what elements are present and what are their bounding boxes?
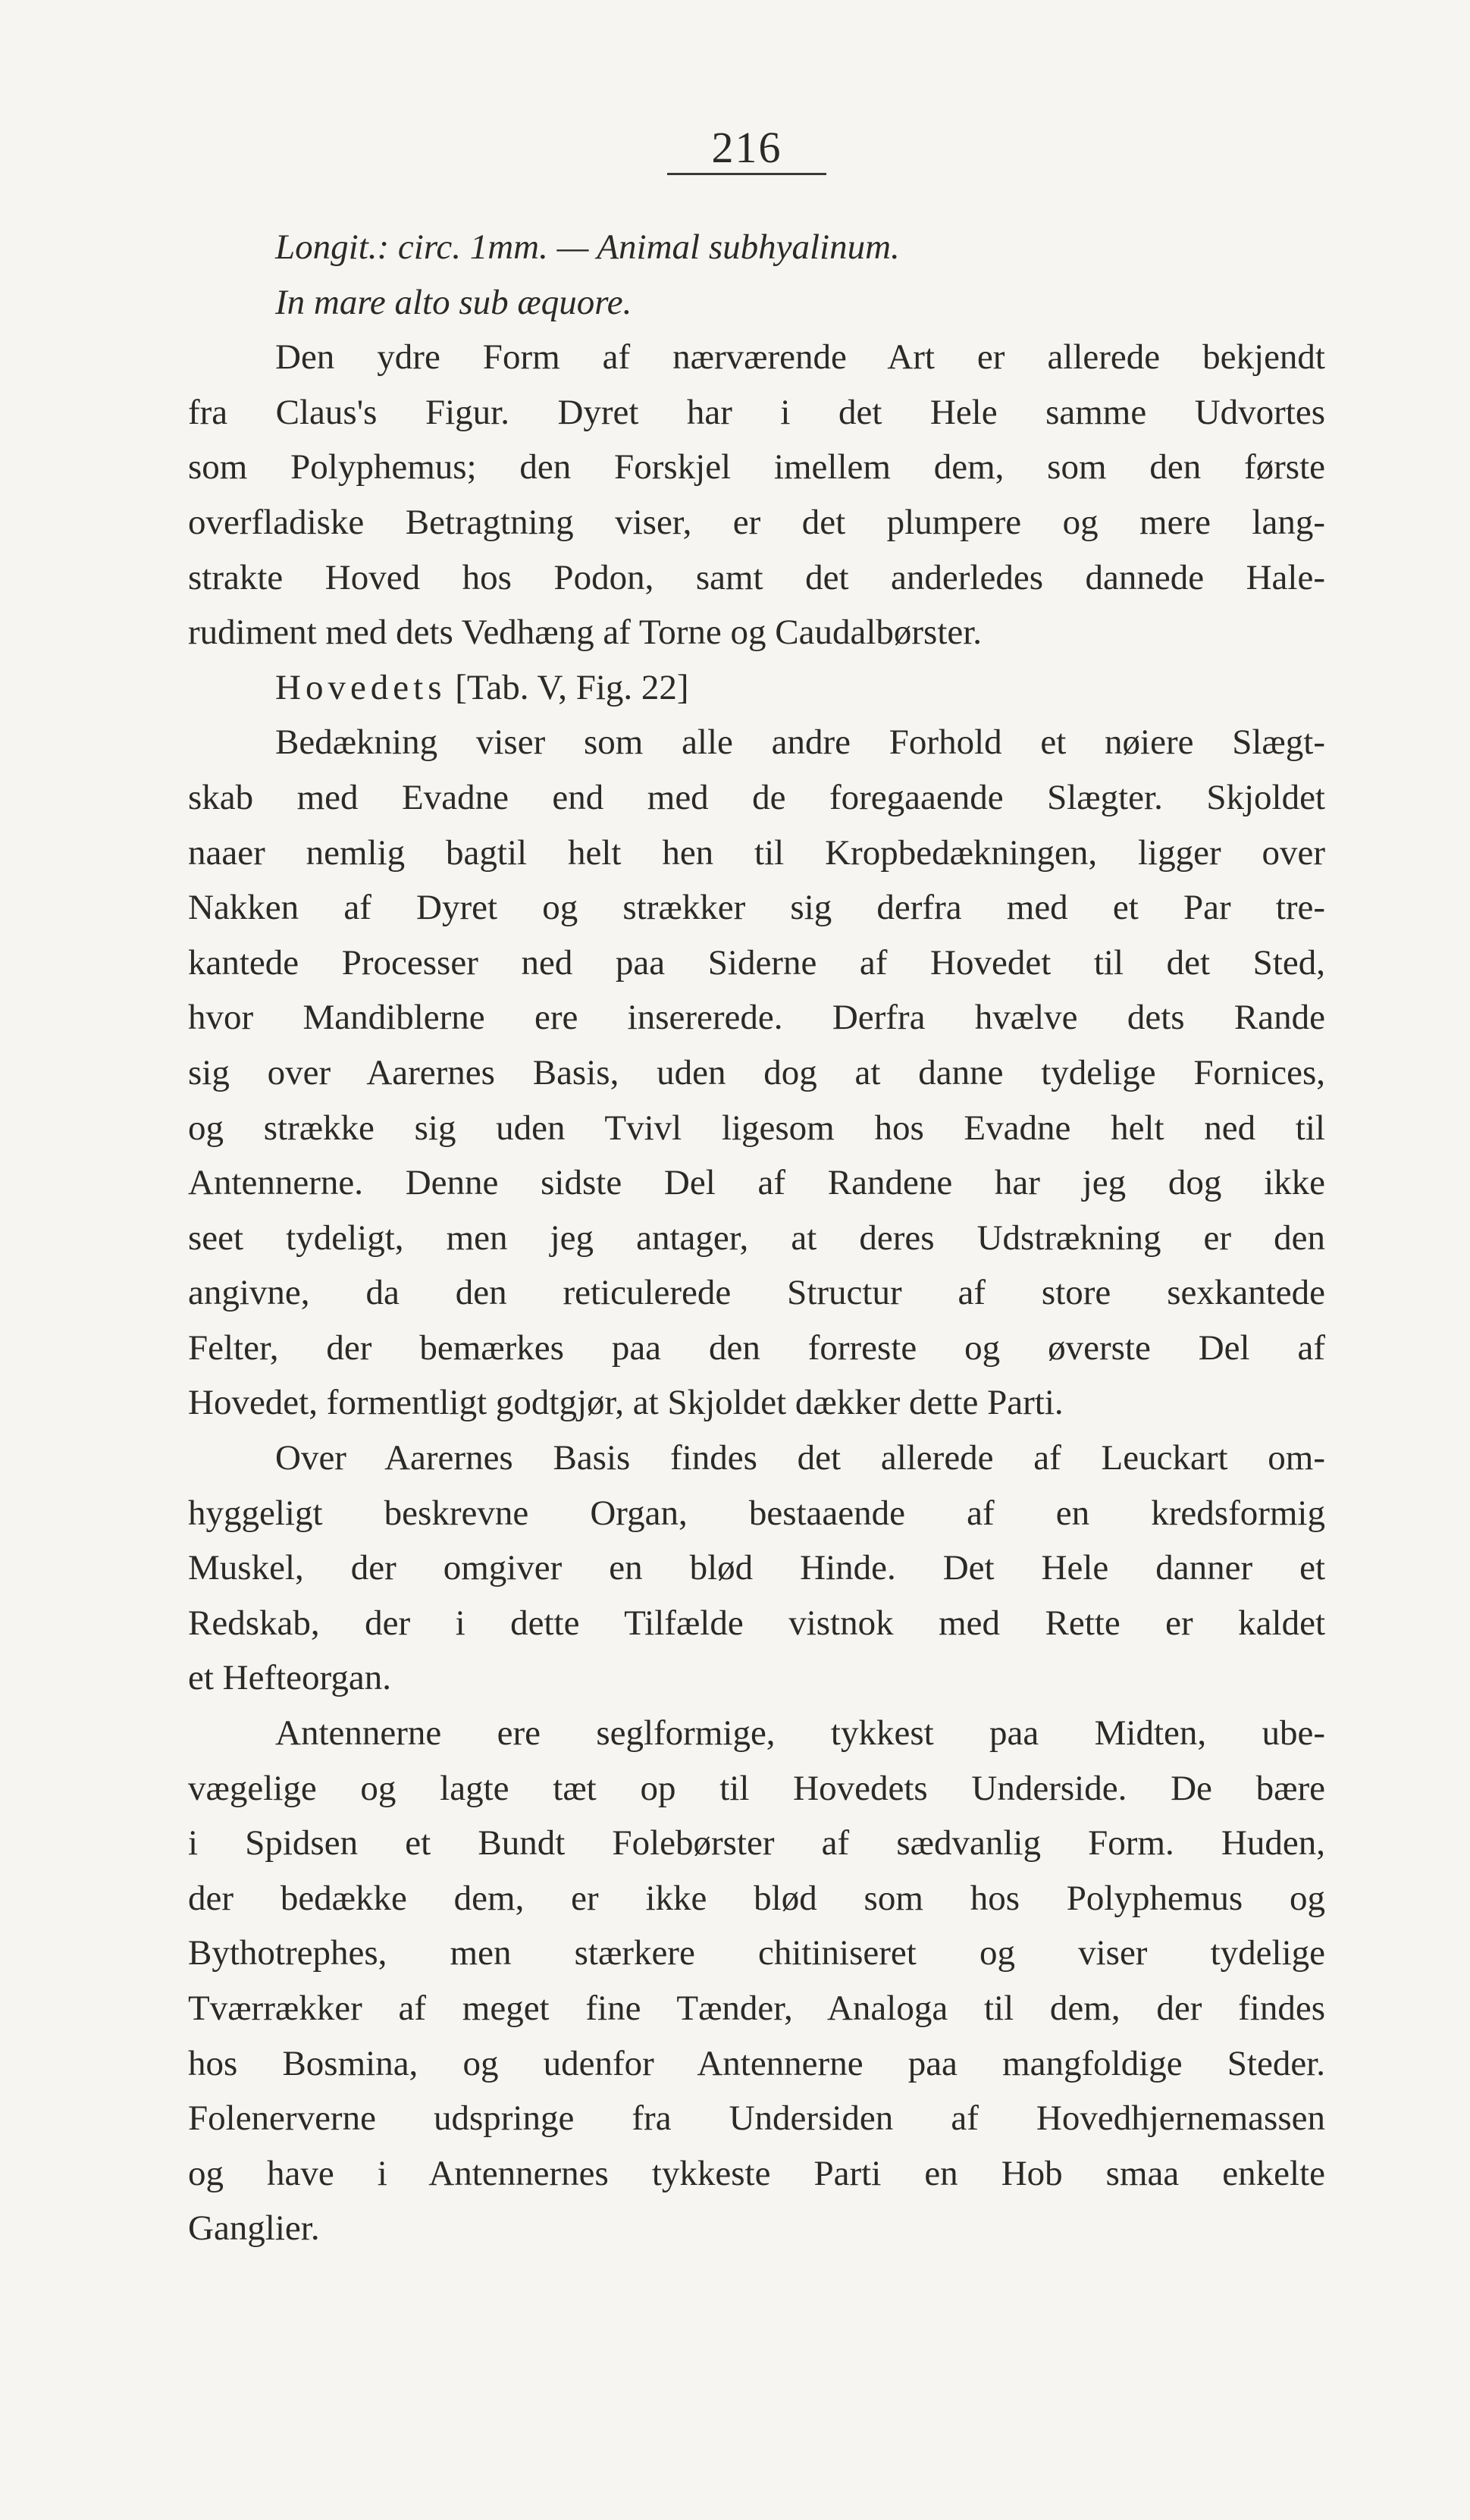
- text-line: In mare alto sub æquore.: [275, 282, 632, 322]
- text-line: Tværrækker af meget fine Tænder, Analoga til dem, der findes: [188, 1989, 1325, 2028]
- body-text: [188, 220, 1325, 2256]
- text-line: et Hefteorgan.: [188, 1658, 391, 1698]
- spaced-heading-word: Hovedets: [275, 667, 447, 707]
- text-line: seet tydeligt, men jeg antager, at deres Udstrækning er den: [188, 1218, 1325, 1258]
- text-line: som Polyphemus; den Forskjel imellem dem, som den første: [188, 447, 1325, 487]
- text-line: Hovedet, formentligt godtgjør, at Skjoldet dækker dette Parti.: [188, 1383, 1064, 1423]
- text-line: Antennerne ere seglformige, tykkest paa Midten, ube-: [275, 1713, 1325, 1754]
- text-line: rudiment med dets Vedhæng af Torne og Caudalbørster.: [188, 613, 983, 653]
- text-line: skab med Evadne end med de foregaaende Slægter. Skjoldet: [188, 777, 1325, 817]
- text-line: naaer nemlig bagtil helt hen til Kropbedækningen, ligger over: [188, 832, 1325, 873]
- text-line: fra Claus's Figur. Dyret har i det Hele samme Udvortes: [188, 392, 1325, 432]
- text-line: sig over Aarernes Basis, uden dog at danne tydelige Fornices,: [188, 1052, 1325, 1092]
- text-line: Bythotrephes, men stærkere chitiniseret og viser tydelige: [188, 1933, 1325, 1973]
- text-line: Folenerverne udspringe fra Undersiden af Hovedhjernemassen: [188, 2098, 1325, 2139]
- text-line: Muskel, der omgiver en blød Hinde. Det Hele danner et: [188, 1548, 1325, 1588]
- text-line: strakte Hoved hos Podon, samt det anderledes dannede Hale-: [188, 557, 1325, 597]
- page-number: 216: [711, 123, 782, 172]
- text-line: hvor Mandiblerne ere insererede. Derfra hvælve dets Rande: [188, 998, 1325, 1038]
- text-line: kantede Processer ned paa Siderne af Hovedet til det Sted,: [188, 942, 1325, 983]
- text-line: og have i Antennernes tykkeste Parti en Hob smaa enkelte: [188, 2153, 1325, 2193]
- text-line: Felter, der bemærkes paa den forreste og øverste Del af: [188, 1327, 1325, 1368]
- text-line: Antennerne. Denne sidste Del af Randene har jeg dog ikke: [188, 1163, 1325, 1203]
- text-line: vægelige og lagte tæt op til Hovedets Underside. De bære: [188, 1768, 1325, 1808]
- text-line: hyggeligt beskrevne Organ, bestaaende af en kredsformig: [188, 1493, 1325, 1533]
- text-line: Longit.: circ. 1mm. — Animal subhyalinum.: [275, 227, 900, 267]
- text-line: Hovedets [Tab. V, Fig. 22]: [275, 667, 689, 707]
- text-line: Den ydre Form af nærværende Art er allerede bekjendt: [275, 337, 1325, 378]
- text-line: Redskab, der i dette Tilfælde vistnok med Rette er kaldet: [188, 1603, 1325, 1643]
- text-line: Ganglier.: [188, 2208, 320, 2249]
- text-line: overfladiske Betragtning viser, er det plumpere og mere lang-: [188, 502, 1325, 542]
- text-line: og strække sig uden Tvivl ligesom hos Evadne helt ned til: [188, 1108, 1325, 1148]
- text-line: Nakken af Dyret og strækker sig derfra med et Par tre-: [188, 888, 1325, 928]
- page-number-underline: [667, 173, 826, 175]
- text-line: i Spidsen et Bundt Folebørster af sædvanlig Form. Huden,: [188, 1823, 1325, 1863]
- text-line: angivne, da den reticulerede Structur af store sexkantede: [188, 1273, 1325, 1313]
- text-line: Over Aarernes Basis findes det allerede af Leuckart om-: [275, 1438, 1325, 1478]
- text-line: Bedækning viser som alle andre Forhold et nøiere Slægt-: [275, 722, 1325, 763]
- text-line: der bedække dem, er ikke blød som hos Polyphemus og: [188, 1878, 1325, 1918]
- text-line: hos Bosmina, og udenfor Antennerne paa mangfoldige Steder.: [188, 2043, 1325, 2083]
